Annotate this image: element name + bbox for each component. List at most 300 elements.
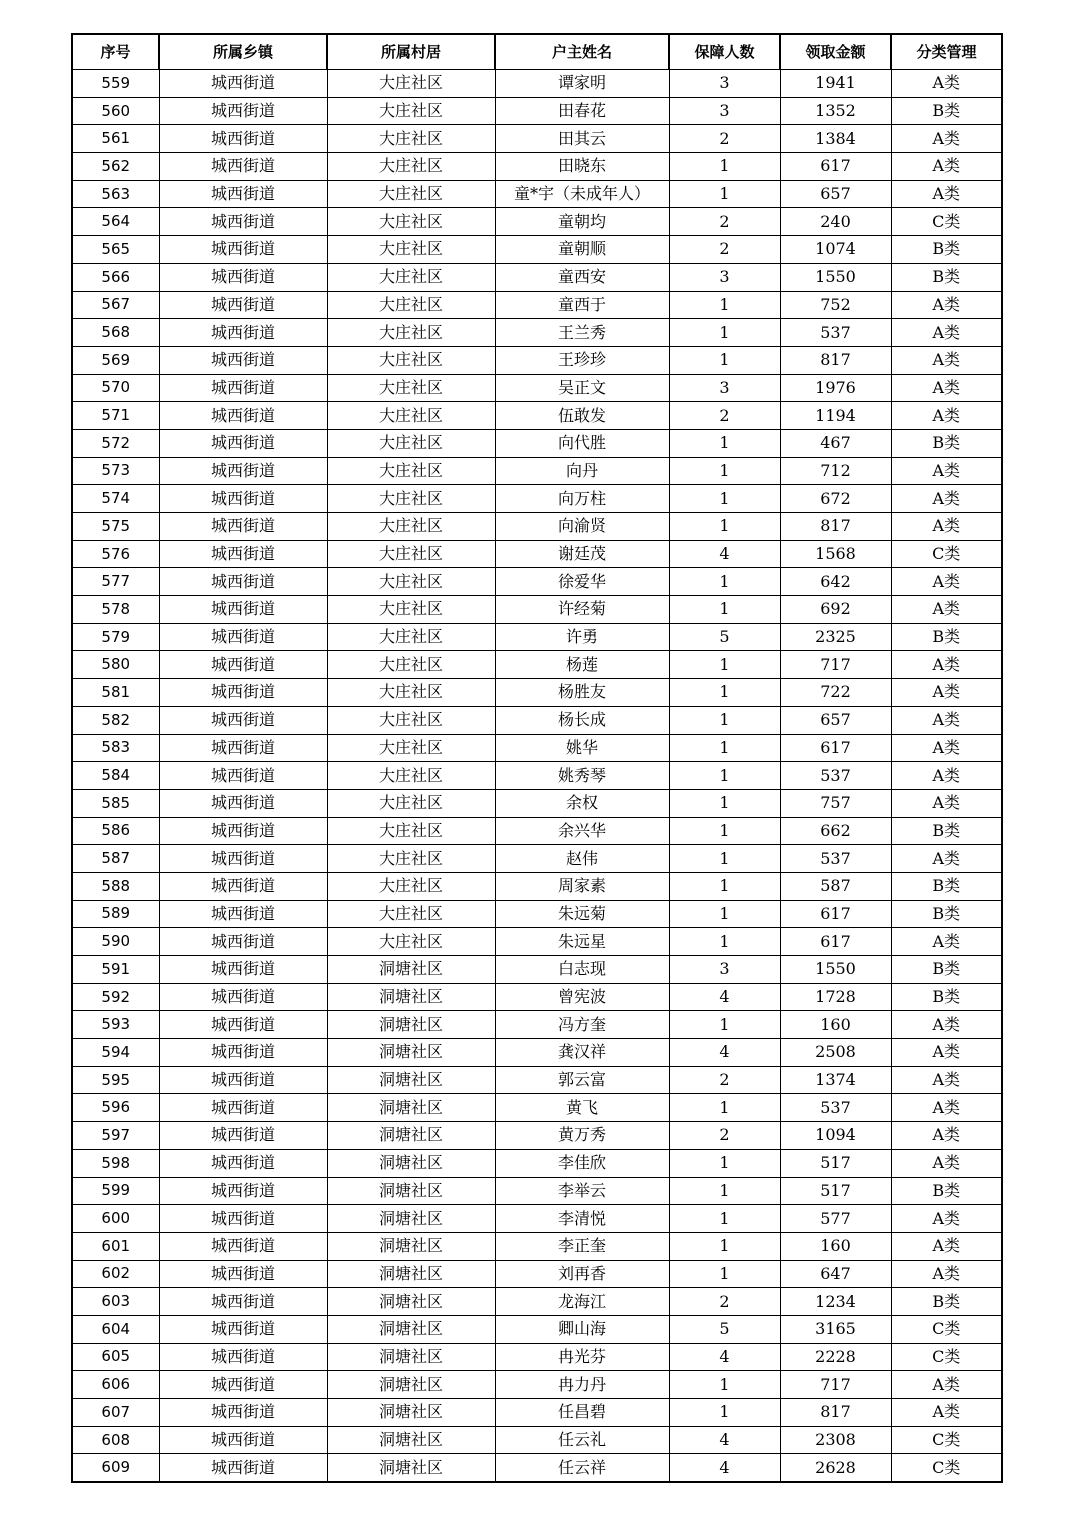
- township-cell: 城西街道: [159, 789, 327, 817]
- table-row: [72, 1371, 1002, 1399]
- township-cell: 城西街道: [159, 706, 327, 734]
- serial-cell: 592: [72, 983, 159, 1011]
- table-row: [72, 706, 1002, 734]
- householder-cell: 向代胜: [495, 429, 669, 457]
- village-cell: 大庄社区: [327, 651, 495, 679]
- village-cell: 大庄社区: [327, 900, 495, 928]
- covered-persons-cell: 2: [669, 236, 780, 264]
- householder-cell: 朱远星: [495, 928, 669, 956]
- category-cell: A类: [891, 402, 1002, 430]
- township-cell: 城西街道: [159, 1288, 327, 1316]
- category-cell: A类: [891, 845, 1002, 873]
- township-cell: 城西街道: [159, 346, 327, 374]
- table-row: [72, 845, 1002, 873]
- amount-cell: 2325: [780, 623, 891, 651]
- table-row: [72, 817, 1002, 845]
- header-row: [72, 34, 1002, 70]
- covered-persons-cell: 2: [669, 208, 780, 236]
- amount-cell: 617: [780, 900, 891, 928]
- category-cell: B类: [891, 236, 1002, 264]
- householder-cell: 龙海江: [495, 1288, 669, 1316]
- category-cell: C类: [891, 1454, 1002, 1482]
- householder-cell: 许勇: [495, 623, 669, 651]
- table-row: [72, 97, 1002, 125]
- table-row: [72, 402, 1002, 430]
- table-row: [72, 1399, 1002, 1427]
- category-cell: A类: [891, 789, 1002, 817]
- village-cell: 大庄社区: [327, 540, 495, 568]
- township-cell: 城西街道: [159, 513, 327, 541]
- table-row: [72, 596, 1002, 624]
- serial-cell: 590: [72, 928, 159, 956]
- householder-cell: 余兴华: [495, 817, 669, 845]
- village-cell: 洞塘社区: [327, 1149, 495, 1177]
- table-row: [72, 900, 1002, 928]
- amount-cell: 517: [780, 1149, 891, 1177]
- table-row: [72, 291, 1002, 319]
- covered-persons-cell: 1: [669, 291, 780, 319]
- table-row: [72, 153, 1002, 181]
- householder-cell: 王珍珍: [495, 346, 669, 374]
- category-cell: B类: [891, 983, 1002, 1011]
- table-row: [72, 1288, 1002, 1316]
- householder-cell: 田其云: [495, 125, 669, 153]
- assistance-table: [71, 33, 1003, 1483]
- header-village: 所属村居: [327, 34, 495, 70]
- covered-persons-cell: 1: [669, 762, 780, 790]
- amount-cell: 1094: [780, 1122, 891, 1150]
- table-row: [72, 623, 1002, 651]
- serial-cell: 584: [72, 762, 159, 790]
- serial-cell: 560: [72, 97, 159, 125]
- township-cell: 城西街道: [159, 1011, 327, 1039]
- covered-persons-cell: 1: [669, 900, 780, 928]
- serial-cell: 588: [72, 872, 159, 900]
- village-cell: 大庄社区: [327, 706, 495, 734]
- amount-cell: 712: [780, 457, 891, 485]
- category-cell: A类: [891, 457, 1002, 485]
- village-cell: 大庄社区: [327, 319, 495, 347]
- category-cell: B类: [891, 956, 1002, 984]
- covered-persons-cell: 1: [669, 596, 780, 624]
- township-cell: 城西街道: [159, 540, 327, 568]
- category-cell: A类: [891, 291, 1002, 319]
- amount-cell: 752: [780, 291, 891, 319]
- township-cell: 城西街道: [159, 1177, 327, 1205]
- village-cell: 大庄社区: [327, 734, 495, 762]
- category-cell: C类: [891, 1315, 1002, 1343]
- covered-persons-cell: 1: [669, 1149, 780, 1177]
- village-cell: 洞塘社区: [327, 1122, 495, 1150]
- category-cell: A类: [891, 1232, 1002, 1260]
- category-cell: A类: [891, 1122, 1002, 1150]
- township-cell: 城西街道: [159, 679, 327, 707]
- amount-cell: 467: [780, 429, 891, 457]
- amount-cell: 2508: [780, 1039, 891, 1067]
- amount-cell: 757: [780, 789, 891, 817]
- table-row: [72, 346, 1002, 374]
- township-cell: 城西街道: [159, 1039, 327, 1067]
- category-cell: A类: [891, 319, 1002, 347]
- category-cell: A类: [891, 1094, 1002, 1122]
- table-row: [72, 374, 1002, 402]
- covered-persons-cell: 1: [669, 457, 780, 485]
- category-cell: A类: [891, 679, 1002, 707]
- table-row: [72, 789, 1002, 817]
- village-cell: 洞塘社区: [327, 1260, 495, 1288]
- covered-persons-cell: 1: [669, 706, 780, 734]
- serial-cell: 595: [72, 1066, 159, 1094]
- township-cell: 城西街道: [159, 762, 327, 790]
- amount-cell: 537: [780, 319, 891, 347]
- village-cell: 洞塘社区: [327, 1399, 495, 1427]
- village-cell: 大庄社区: [327, 623, 495, 651]
- township-cell: 城西街道: [159, 485, 327, 513]
- township-cell: 城西街道: [159, 263, 327, 291]
- category-cell: C类: [891, 208, 1002, 236]
- amount-cell: 692: [780, 596, 891, 624]
- category-cell: A类: [891, 568, 1002, 596]
- category-cell: B类: [891, 429, 1002, 457]
- township-cell: 城西街道: [159, 97, 327, 125]
- village-cell: 大庄社区: [327, 153, 495, 181]
- village-cell: 洞塘社区: [327, 1343, 495, 1371]
- householder-cell: 郭云富: [495, 1066, 669, 1094]
- amount-cell: 1234: [780, 1288, 891, 1316]
- category-cell: A类: [891, 762, 1002, 790]
- table-row: [72, 1343, 1002, 1371]
- township-cell: 城西街道: [159, 1426, 327, 1454]
- category-cell: C类: [891, 540, 1002, 568]
- householder-cell: 曾宪波: [495, 983, 669, 1011]
- amount-cell: 1550: [780, 956, 891, 984]
- category-cell: A类: [891, 70, 1002, 98]
- covered-persons-cell: 2: [669, 1288, 780, 1316]
- category-cell: A类: [891, 1399, 1002, 1427]
- township-cell: 城西街道: [159, 319, 327, 347]
- header-covered-persons: 保障人数: [669, 34, 780, 70]
- covered-persons-cell: 1: [669, 872, 780, 900]
- amount-cell: 617: [780, 734, 891, 762]
- table-row: [72, 485, 1002, 513]
- village-cell: 洞塘社区: [327, 1011, 495, 1039]
- township-cell: 城西街道: [159, 1122, 327, 1150]
- covered-persons-cell: 3: [669, 97, 780, 125]
- village-cell: 洞塘社区: [327, 1426, 495, 1454]
- serial-cell: 596: [72, 1094, 159, 1122]
- table-row: [72, 734, 1002, 762]
- covered-persons-cell: 1: [669, 180, 780, 208]
- category-cell: A类: [891, 1039, 1002, 1067]
- householder-cell: 任云祥: [495, 1454, 669, 1482]
- township-cell: 城西街道: [159, 374, 327, 402]
- covered-persons-cell: 3: [669, 263, 780, 291]
- householder-cell: 李佳欣: [495, 1149, 669, 1177]
- amount-cell: 1976: [780, 374, 891, 402]
- township-cell: 城西街道: [159, 1205, 327, 1233]
- covered-persons-cell: 3: [669, 70, 780, 98]
- amount-cell: 537: [780, 1094, 891, 1122]
- serial-cell: 578: [72, 596, 159, 624]
- serial-cell: 563: [72, 180, 159, 208]
- covered-persons-cell: 1: [669, 1232, 780, 1260]
- serial-cell: 564: [72, 208, 159, 236]
- table-row: [72, 1122, 1002, 1150]
- category-cell: A类: [891, 180, 1002, 208]
- covered-persons-cell: 1: [669, 928, 780, 956]
- amount-cell: 817: [780, 513, 891, 541]
- covered-persons-cell: 1: [669, 1177, 780, 1205]
- householder-cell: 李正奎: [495, 1232, 669, 1260]
- covered-persons-cell: 3: [669, 374, 780, 402]
- township-cell: 城西街道: [159, 845, 327, 873]
- village-cell: 大庄社区: [327, 928, 495, 956]
- householder-cell: 谢廷茂: [495, 540, 669, 568]
- serial-cell: 600: [72, 1205, 159, 1233]
- amount-cell: 2308: [780, 1426, 891, 1454]
- serial-cell: 562: [72, 153, 159, 181]
- serial-cell: 589: [72, 900, 159, 928]
- township-cell: 城西街道: [159, 1315, 327, 1343]
- householder-cell: 任昌碧: [495, 1399, 669, 1427]
- table-row: [72, 319, 1002, 347]
- serial-cell: 591: [72, 956, 159, 984]
- householder-cell: 向渝贤: [495, 513, 669, 541]
- township-cell: 城西街道: [159, 153, 327, 181]
- householder-cell: 童朝顺: [495, 236, 669, 264]
- serial-cell: 567: [72, 291, 159, 319]
- amount-cell: 662: [780, 817, 891, 845]
- amount-cell: 160: [780, 1232, 891, 1260]
- amount-cell: 587: [780, 872, 891, 900]
- township-cell: 城西街道: [159, 291, 327, 319]
- township-cell: 城西街道: [159, 1371, 327, 1399]
- householder-cell: 杨莲: [495, 651, 669, 679]
- serial-cell: 605: [72, 1343, 159, 1371]
- category-cell: A类: [891, 1066, 1002, 1094]
- covered-persons-cell: 4: [669, 1343, 780, 1371]
- householder-cell: 姚华: [495, 734, 669, 762]
- amount-cell: 1941: [780, 70, 891, 98]
- category-cell: A类: [891, 1011, 1002, 1039]
- village-cell: 大庄社区: [327, 180, 495, 208]
- serial-cell: 607: [72, 1399, 159, 1427]
- township-cell: 城西街道: [159, 928, 327, 956]
- serial-cell: 570: [72, 374, 159, 402]
- table-row: [72, 568, 1002, 596]
- householder-cell: 龚汉祥: [495, 1039, 669, 1067]
- serial-cell: 571: [72, 402, 159, 430]
- amount-cell: 722: [780, 679, 891, 707]
- table-row: [72, 457, 1002, 485]
- village-cell: 大庄社区: [327, 125, 495, 153]
- householder-cell: 杨胜友: [495, 679, 669, 707]
- table-row: [72, 125, 1002, 153]
- village-cell: 大庄社区: [327, 429, 495, 457]
- category-cell: A类: [891, 1260, 1002, 1288]
- householder-cell: 童西安: [495, 263, 669, 291]
- village-cell: 大庄社区: [327, 845, 495, 873]
- township-cell: 城西街道: [159, 872, 327, 900]
- covered-persons-cell: 3: [669, 956, 780, 984]
- serial-cell: 599: [72, 1177, 159, 1205]
- amount-cell: 1568: [780, 540, 891, 568]
- amount-cell: 817: [780, 1399, 891, 1427]
- serial-cell: 606: [72, 1371, 159, 1399]
- category-cell: C类: [891, 1426, 1002, 1454]
- township-cell: 城西街道: [159, 1066, 327, 1094]
- township-cell: 城西街道: [159, 125, 327, 153]
- amount-cell: 537: [780, 845, 891, 873]
- covered-persons-cell: 2: [669, 1122, 780, 1150]
- category-cell: B类: [891, 872, 1002, 900]
- table-row: [72, 1011, 1002, 1039]
- table-row: [72, 651, 1002, 679]
- householder-cell: 伍敢发: [495, 402, 669, 430]
- township-cell: 城西街道: [159, 734, 327, 762]
- table-row: [72, 1454, 1002, 1482]
- serial-cell: 586: [72, 817, 159, 845]
- serial-cell: 609: [72, 1454, 159, 1482]
- covered-persons-cell: 1: [669, 346, 780, 374]
- covered-persons-cell: 1: [669, 734, 780, 762]
- serial-cell: 608: [72, 1426, 159, 1454]
- table-row: [72, 180, 1002, 208]
- householder-cell: 向万柱: [495, 485, 669, 513]
- township-cell: 城西街道: [159, 1149, 327, 1177]
- amount-cell: 1550: [780, 263, 891, 291]
- village-cell: 大庄社区: [327, 817, 495, 845]
- householder-cell: 田春花: [495, 97, 669, 125]
- table-row: [72, 1177, 1002, 1205]
- category-cell: A类: [891, 485, 1002, 513]
- village-cell: 洞塘社区: [327, 983, 495, 1011]
- serial-cell: 602: [72, 1260, 159, 1288]
- village-cell: 大庄社区: [327, 263, 495, 291]
- amount-cell: 617: [780, 153, 891, 181]
- village-cell: 洞塘社区: [327, 1288, 495, 1316]
- village-cell: 洞塘社区: [327, 1039, 495, 1067]
- covered-persons-cell: 2: [669, 125, 780, 153]
- village-cell: 洞塘社区: [327, 1094, 495, 1122]
- amount-cell: 2228: [780, 1343, 891, 1371]
- householder-cell: 任云礼: [495, 1426, 669, 1454]
- serial-cell: 598: [72, 1149, 159, 1177]
- householder-cell: 余权: [495, 789, 669, 817]
- serial-cell: 583: [72, 734, 159, 762]
- township-cell: 城西街道: [159, 1343, 327, 1371]
- covered-persons-cell: 1: [669, 679, 780, 707]
- township-cell: 城西街道: [159, 1232, 327, 1260]
- category-cell: B类: [891, 1288, 1002, 1316]
- township-cell: 城西街道: [159, 180, 327, 208]
- category-cell: A类: [891, 928, 1002, 956]
- village-cell: 大庄社区: [327, 789, 495, 817]
- serial-cell: 576: [72, 540, 159, 568]
- covered-persons-cell: 1: [669, 845, 780, 873]
- category-cell: B类: [891, 97, 1002, 125]
- serial-cell: 574: [72, 485, 159, 513]
- village-cell: 大庄社区: [327, 513, 495, 541]
- covered-persons-cell: 1: [669, 789, 780, 817]
- householder-cell: 黄飞: [495, 1094, 669, 1122]
- village-cell: 大庄社区: [327, 346, 495, 374]
- header-township: 所属乡镇: [159, 34, 327, 70]
- table-row: [72, 1066, 1002, 1094]
- householder-cell: 姚秀琴: [495, 762, 669, 790]
- category-cell: B类: [891, 263, 1002, 291]
- serial-cell: 568: [72, 319, 159, 347]
- category-cell: A类: [891, 651, 1002, 679]
- village-cell: 洞塘社区: [327, 956, 495, 984]
- township-cell: 城西街道: [159, 429, 327, 457]
- serial-cell: 559: [72, 70, 159, 98]
- table-row: [72, 513, 1002, 541]
- householder-cell: 杨长成: [495, 706, 669, 734]
- serial-cell: 587: [72, 845, 159, 873]
- householder-cell: 冯方奎: [495, 1011, 669, 1039]
- village-cell: 大庄社区: [327, 872, 495, 900]
- village-cell: 大庄社区: [327, 374, 495, 402]
- serial-cell: 577: [72, 568, 159, 596]
- table-row: [72, 679, 1002, 707]
- township-cell: 城西街道: [159, 596, 327, 624]
- category-cell: A类: [891, 125, 1002, 153]
- householder-cell: 周家素: [495, 872, 669, 900]
- header-category: 分类管理: [891, 34, 1002, 70]
- category-cell: A类: [891, 513, 1002, 541]
- category-cell: A类: [891, 153, 1002, 181]
- serial-cell: 597: [72, 1122, 159, 1150]
- amount-cell: 1374: [780, 1066, 891, 1094]
- table-row: [72, 956, 1002, 984]
- table-row: [72, 1205, 1002, 1233]
- table-row: [72, 540, 1002, 568]
- covered-persons-cell: 1: [669, 1205, 780, 1233]
- category-cell: B类: [891, 817, 1002, 845]
- category-cell: A类: [891, 346, 1002, 374]
- village-cell: 洞塘社区: [327, 1371, 495, 1399]
- serial-cell: 582: [72, 706, 159, 734]
- amount-cell: 160: [780, 1011, 891, 1039]
- serial-cell: 575: [72, 513, 159, 541]
- serial-cell: 585: [72, 789, 159, 817]
- amount-cell: 1074: [780, 236, 891, 264]
- serial-cell: 569: [72, 346, 159, 374]
- serial-cell: 603: [72, 1288, 159, 1316]
- village-cell: 大庄社区: [327, 208, 495, 236]
- covered-persons-cell: 1: [669, 319, 780, 347]
- village-cell: 洞塘社区: [327, 1315, 495, 1343]
- householder-cell: 冉光芬: [495, 1343, 669, 1371]
- table-row: [72, 1426, 1002, 1454]
- village-cell: 洞塘社区: [327, 1066, 495, 1094]
- table-row: [72, 1232, 1002, 1260]
- village-cell: 大庄社区: [327, 679, 495, 707]
- township-cell: 城西街道: [159, 817, 327, 845]
- covered-persons-cell: 2: [669, 1066, 780, 1094]
- township-cell: 城西街道: [159, 70, 327, 98]
- householder-cell: 徐爱华: [495, 568, 669, 596]
- householder-cell: 刘再香: [495, 1260, 669, 1288]
- table-row: [72, 208, 1002, 236]
- table-row: [72, 70, 1002, 98]
- serial-cell: 601: [72, 1232, 159, 1260]
- serial-cell: 593: [72, 1011, 159, 1039]
- header-householder: 户主姓名: [495, 34, 669, 70]
- amount-cell: 657: [780, 180, 891, 208]
- village-cell: 大庄社区: [327, 236, 495, 264]
